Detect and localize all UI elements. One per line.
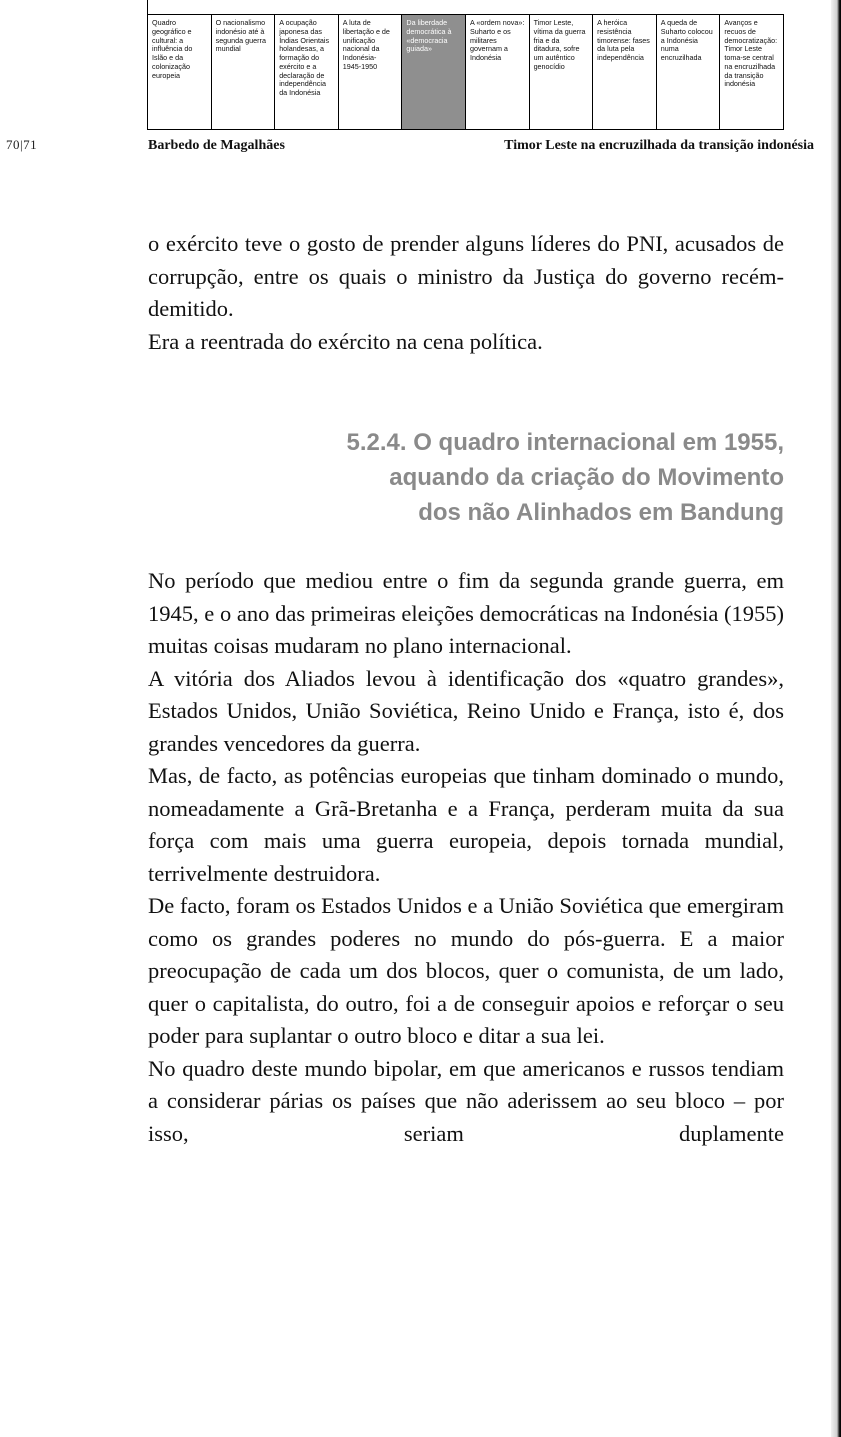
nav-cell-5-current: Da liberdade democrática à «democracia guiada» [402, 15, 466, 129]
nav-cell-7: Timor Leste, vítima da guerra fria e da ditadura, sofre um autêntico genocídio [530, 15, 594, 129]
nav-cell-3: A ocupação japonesa das Índias Orientais holandesas, a formação do exército e a declaração de independência da Indonésia [275, 15, 339, 129]
nav-cell-2: O nacionalismo indonésio até à segunda guerra mundial [212, 15, 276, 129]
paragraph: No quadro deste mundo bipolar, em que americanos e russos tendiam a considerar párias os países que não aderissem ao seu bloco – por isso, seriam duplamente [148, 1055, 784, 1146]
paragraph: Mas, de facto, as potências europeias que tinham dominado o mundo, nomeadamente a Grã-Bretanha e a França, perderam muita da sua força com mais uma guerra europeia, depois tornada mundial, terrivelmente destruidora. [148, 763, 784, 886]
paragraph: o exército teve o gosto de prender alguns líderes do PNI, acusados de corrupção, entre os quais o ministro da Justiça do governo recém-demitido. [148, 231, 784, 321]
top-paragraph-block [148, 228, 784, 358]
paragraph: De facto, foram os Estados Unidos e a União Soviética que emergiram como os grandes poderes no mundo do pós-guerra. E a maior preocupação de cada um dos blocos, quer o comunista, de um lado, quer o capitalista, do outro, foi a de conseguir apoios e reforçar o seu poder para suplantar o outro bloco e ditar a sua lei. [148, 893, 784, 1048]
paragraph: No período que mediou entre o fim da segunda grande guerra, em 1945, e o ano das primeiras eleições democráticas na Indonésia (1955) muitas coisas mudaram no plano internacional. [148, 568, 784, 658]
nav-cell-10: Avanços e recuos de democratização: Timor Leste toma-se central na encruzilhada da transição indonésia [724, 18, 778, 89]
nav-cell-6: A «ordem nova»: Suharto e os militares governam a Indonésia [466, 15, 530, 129]
section-heading-line: dos não Alinhados em Bandung [418, 499, 784, 526]
section-heading [250, 425, 784, 530]
section-heading-line: aquando da criação do Movimento [389, 464, 784, 491]
paragraph: A vitória dos Aliados levou à identificação dos «quatro grandes», Estados Unidos, União Soviética, Reino Unido e França, isto é, dos grandes vencedores da guerra. [148, 665, 784, 756]
page-number: 70|71 [6, 137, 38, 152]
top-rule [147, 0, 148, 14]
nav-cell-1: Quadro geográfico e cultural: a influência do Islão e da colonização europeia [148, 15, 212, 129]
running-header-title: Timor Leste na encruzilhada da transição indonésia [504, 138, 814, 153]
paragraph: Era a reentrada do exército na cena política. [148, 328, 543, 354]
nav-cell-8: A heróica resistência timorense: fases da luta pela independência [593, 15, 657, 129]
chapter-navigation-strip [147, 14, 784, 130]
nav-cell-4: A luta de libertação e de unificação nacional da Indonésia- 1945-1950 [339, 15, 403, 129]
page-edge-shadow [831, 0, 841, 1437]
section-heading-line: 5.2.4. O quadro internacional em 1955, [346, 429, 784, 456]
nav-cell-9: A queda de Suharto colocou a Indonésia numa encruzilhada [657, 15, 721, 129]
running-header-author: Barbedo de Magalhães [148, 138, 285, 153]
body-text-block [148, 565, 784, 1150]
